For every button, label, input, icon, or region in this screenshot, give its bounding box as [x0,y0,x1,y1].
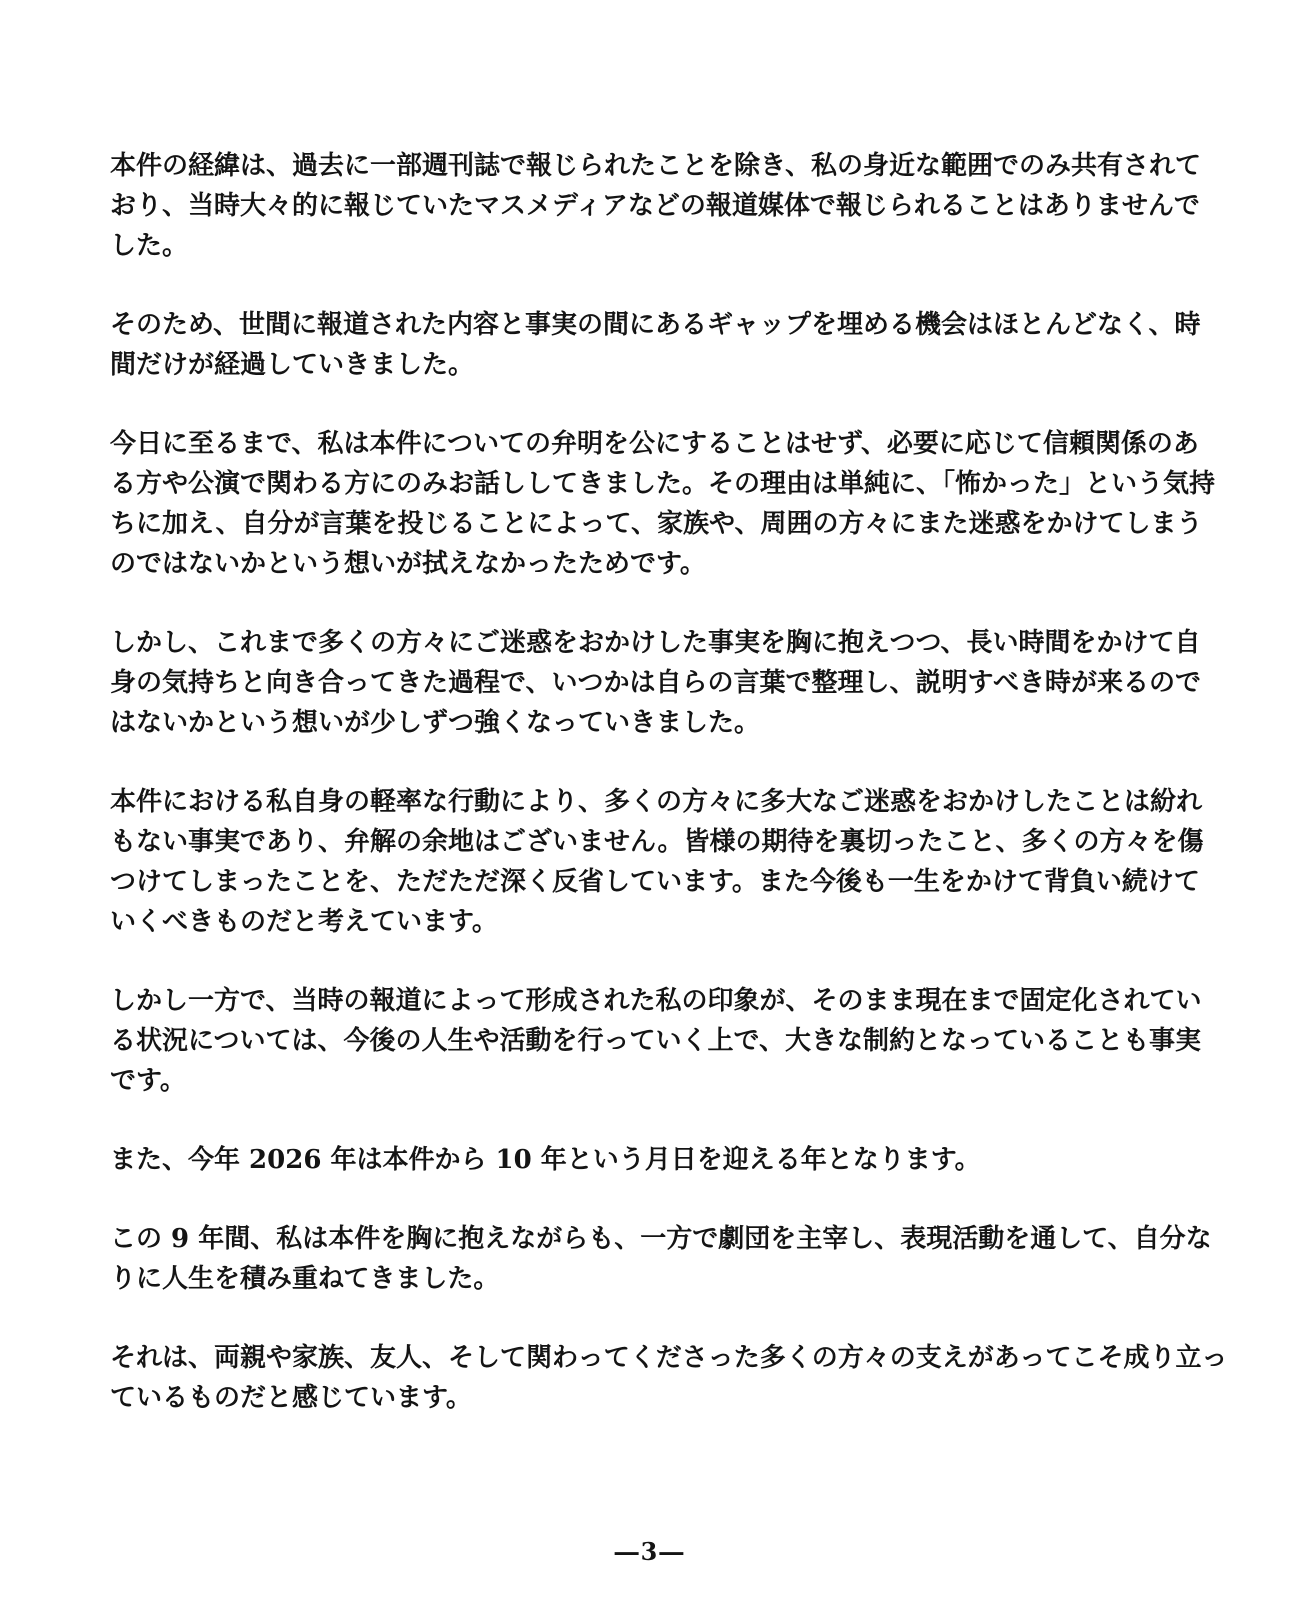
paragraph-line: しかし一方で、当時の報道によって形成された私の印象が、そのまま現在まで固定化されてい [110,986,1202,1016]
paragraph-line: おり、当時大々的に報じていたマスメディアなどの報道媒体で報じられることはありませんで [110,191,1200,221]
paragraph-6 [110,981,1200,1101]
paragraph-5 [110,782,1204,942]
page-number: ―3― [614,1537,686,1566]
paragraph-line: ちに加え、自分が言葉を投じることによって、家族や、周囲の方々にまた迷惑をかけてしまう [110,509,1203,539]
paragraph-9 [110,1338,1228,1418]
paragraph-line: 今日に至るまで、私は本件についての弁明を公にすることはせず、必要に応じて信頼関係のあ [110,429,1199,459]
paragraph-1 [110,146,1200,266]
paragraph-line: です。 [110,1066,186,1096]
paragraph-2 [110,305,1200,385]
document-body [110,146,1228,1457]
paragraph-line: る方や公演で関わる方にのみお話ししてきました。その理由は単純に、「怖かった」という気持 [110,469,1216,499]
paragraph-line: つけてしまったことを、ただただ深く反省しています。また今後も一生をかけて背負い続けて [110,867,1200,897]
paragraph-7 [110,1140,1200,1180]
paragraph-line: もない事実であり、弁解の余地はございません。皆様の期待を裏切ったこと、多くの方々を傷 [110,827,1204,857]
paragraph-line: 本件の経緯は、過去に一部週刊誌で報じられたことを除き、私の身近な範囲でのみ共有されて [110,151,1201,181]
paragraph-line: りに人生を積み重ねてきました。 [110,1264,500,1294]
paragraph-line: 身の気持ちと向き合ってきた過程で、いつかは自らの言葉で整理し、説明すべき時が来るので [110,668,1201,698]
paragraph-3 [110,424,1216,584]
paragraph-line: はないかという想いが少しずつ強くなっていきました。 [110,708,761,738]
paragraph-line: る状況については、今後の人生や活動を行っていく上で、大きな制約となっていることも事実 [110,1026,1201,1056]
paragraph-8 [110,1219,1212,1299]
paragraph-line: 本件における私自身の軽率な行動により、多くの方々に多大なご迷惑をおかけしたことは紛れ [110,787,1203,817]
paragraph-line: この 9 年間、私は本件を胸に抱えながらも、一方で劇団を主宰し、表現活動を通して、自分な [110,1224,1212,1254]
paragraph-line: ているものだと感じています。 [110,1383,472,1413]
paragraph-line: 間だけが経過していきました。 [110,350,475,380]
paragraph-4 [110,623,1200,743]
paragraph-line: また、今年 2026 年は本件から 10 年という月日を迎える年となります。 [110,1145,981,1175]
paragraph-line: そのため、世間に報道された内容と事実の間にあるギャップを埋める機会はほとんどなく、時 [110,310,1201,340]
paragraph-line: しかし、これまで多くの方々にご迷惑をおかけした事実を胸に抱えつつ、長い時間をかけて自 [110,628,1201,658]
paragraph-line: それは、両親や家族、友人、そして関わってくださった多くの方々の支えがあってこそ成り立っ [110,1343,1228,1373]
paragraph-line: した。 [110,231,189,261]
paragraph-line: のではないかという想いが拭えなかったためです。 [110,549,706,579]
paragraph-line: いくべきものだと考えています。 [110,907,498,937]
